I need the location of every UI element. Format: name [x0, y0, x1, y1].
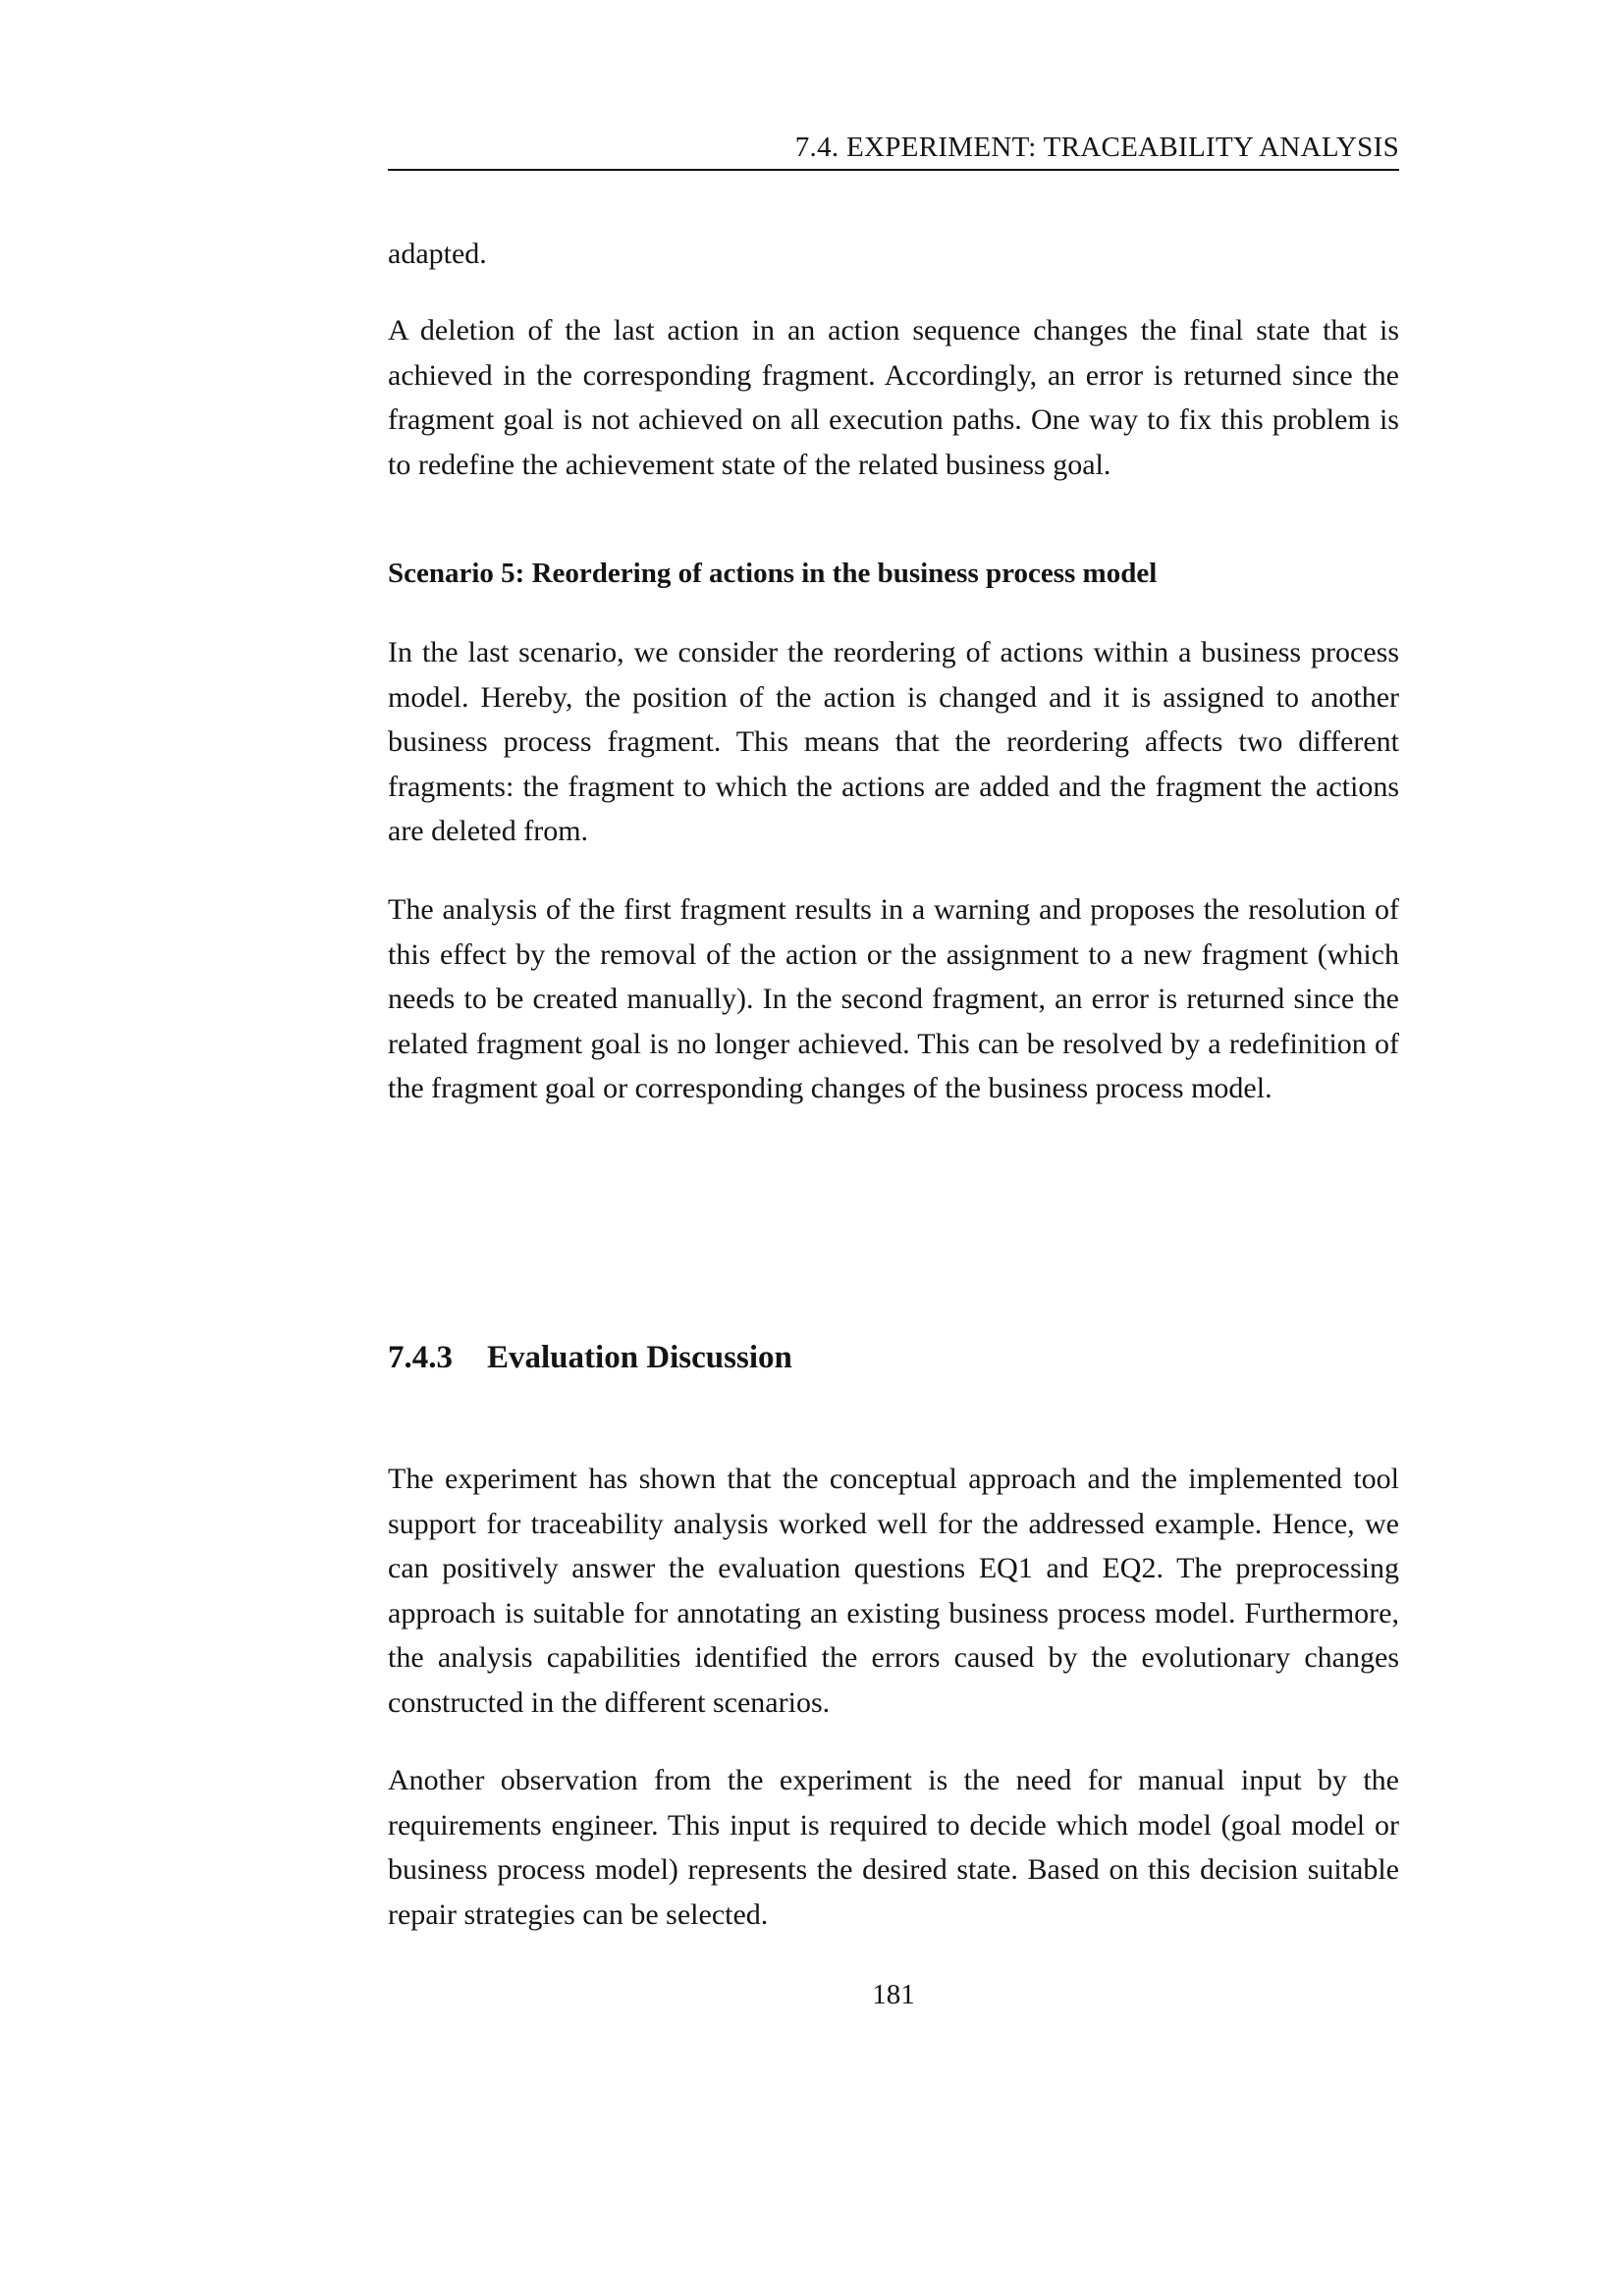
header-rule	[388, 169, 1399, 171]
paragraph-discussion-2: Another observation from the experiment is the need for manual input by the requirements engineer. This input is required to decide which model (goal model or business process model) represents the desired state. Based on this decision suitable repair strategies can be selected.	[388, 1764, 1399, 1931]
paragraph-scenario5-analysis: The analysis of the first fragment results in a warning and proposes the resolution of this effect by the removal of the action or the assignment to a new fragment (which needs to be created manually). In the second fragment, an error is returned since the related fragment goal is no longer achieved. This can be resolved by a redefinition of the fragment goal or corresponding changes of the business process model.	[388, 893, 1399, 1104]
section-title: Evaluation Discussion	[487, 1340, 792, 1375]
running-header: 7.4. EXPERIMENT: TRACEABILITY ANALYSIS	[794, 132, 1399, 163]
paragraph-adapted: adapted.	[388, 238, 487, 270]
scenario-5-heading: Scenario 5: Reordering of actions in the business process model	[388, 558, 1158, 589]
section-heading-7-4-3	[388, 1336, 792, 1379]
page-number: 181	[872, 1979, 915, 2010]
paragraph-deletion: A deletion of the last action in an action sequence changes the final state that is achieved in the corresponding fragment. Accordingly, an error is returned since the fragment goal is not achieved on all execution paths. One way to fix this problem is to redefine the achievement state of the related business goal.	[388, 314, 1399, 481]
paragraph-discussion-1: The experiment has shown that the conceptual approach and the implemented tool support for traceability analysis worked well for the addressed example. Hence, we can positively answer the evaluation questions EQ1 and EQ2. The preprocessing approach is suitable for annotating an existing business process model. Furthermore, the analysis capabilities identified the errors caused by the evolutionary changes constructed in the different scenarios.	[388, 1463, 1399, 1719]
section-number: 7.4.3	[388, 1340, 453, 1375]
paragraph-scenario5-intro: In the last scenario, we consider the reordering of actions within a business process model. Hereby, the position of the action is changed and it is assigned to another business process fragment. This means that the reordering affects two different fragments: the fragment to which the actions are added and the fragment the actions are deleted from.	[388, 636, 1399, 847]
